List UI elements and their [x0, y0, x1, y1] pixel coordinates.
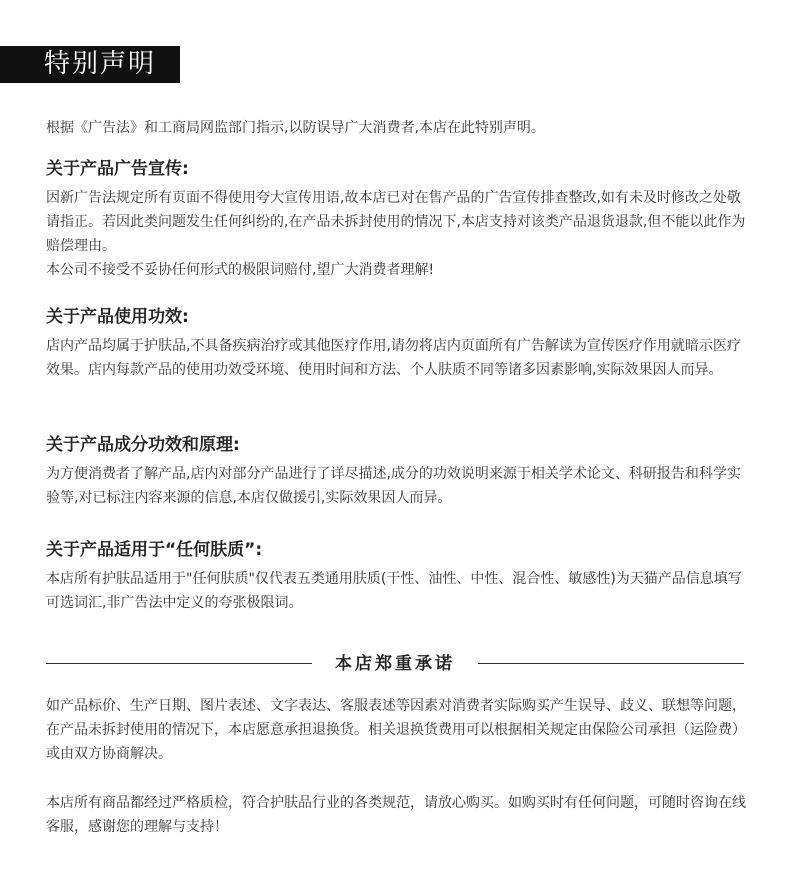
- section-heading-skin-types: 关于产品适用于“任何肤质”:: [46, 540, 263, 560]
- paragraph: 为方便消费者了解产品,店内对部分产品进行了详尽描述,成分的功效说明来源于相关学术论文、科研报告和科学实验等,对已标注内容来源的信息,本店仅做援引,实际效果因人而异。: [46, 466, 741, 506]
- section-body-skin-types: [46, 567, 746, 615]
- promise-paragraph: 本店所有商品都经过严格质检，符合护肤品行业的各类规范，请放心购买。如购买时有任何问题，可随时咨询在线客服，感谢您的理解与支持！: [46, 795, 746, 835]
- page-title: 特别声明: [0, 46, 180, 83]
- section-heading-ingredients: 关于产品成分功效和原理:: [46, 435, 240, 455]
- section-body-advertising: [46, 186, 746, 282]
- paragraph: 店内产品均属于护肤品,不具备疾病治疗或其他医疗作用,请勿将店内页面所有广告解读为宣传医疗作用就暗示医疗效果。店内每款产品的使用功效受环境、使用时间和方法、个人肤质不同等诸多因素影响,实际效果因人而异。: [46, 338, 741, 378]
- intro-text: 根据《广告法》和工商局网监部门指示,以防误导广大消费者,本店在此特别声明。: [46, 120, 545, 136]
- section-heading-advertising: 关于产品广告宣传:: [46, 159, 189, 179]
- section-heading-efficacy: 关于产品使用功效:: [46, 307, 189, 327]
- promise-heading: 本店郑重承诺: [335, 654, 455, 674]
- paragraph: 本店所有护肤品适用于"任何肤质"仅代表五类通用肤质(干性、油性、中性、混合性、敏感性)为天猫产品信息填写可选词汇,非广告法中定义的夸张极限词。: [46, 571, 742, 611]
- promise-paragraph: 如产品标价、生产日期、图片表述、文字表达、客服表述等因素对消费者实际购买产生误导、歧义、联想等问题，在产品未拆封使用的情况下，本店愿意承担退换货。相关退换货费用可以根据相关规定由保险公司承担（运险费）或由双方协商解决。: [46, 698, 746, 762]
- paragraph: 因新广告法规定所有页面不得使用夸大宣传用语,故本店已对在售产品的广告宣传排查整改,如有未及时修改之处敬请指正。若因此类问题发生任何纠纷的,在产品未拆封使用的情况下,本店支持对该类产品退货退款,但不能以此作为赔偿理由。: [46, 190, 746, 254]
- section-body-efficacy: [46, 334, 746, 382]
- promise-divider: [46, 651, 744, 677]
- divider-line-right: [478, 663, 744, 664]
- paragraph: 本公司不接受不妥协任何形式的极限词赔付,望广大消费者理解!: [46, 262, 435, 278]
- section-body-ingredients: [46, 462, 746, 510]
